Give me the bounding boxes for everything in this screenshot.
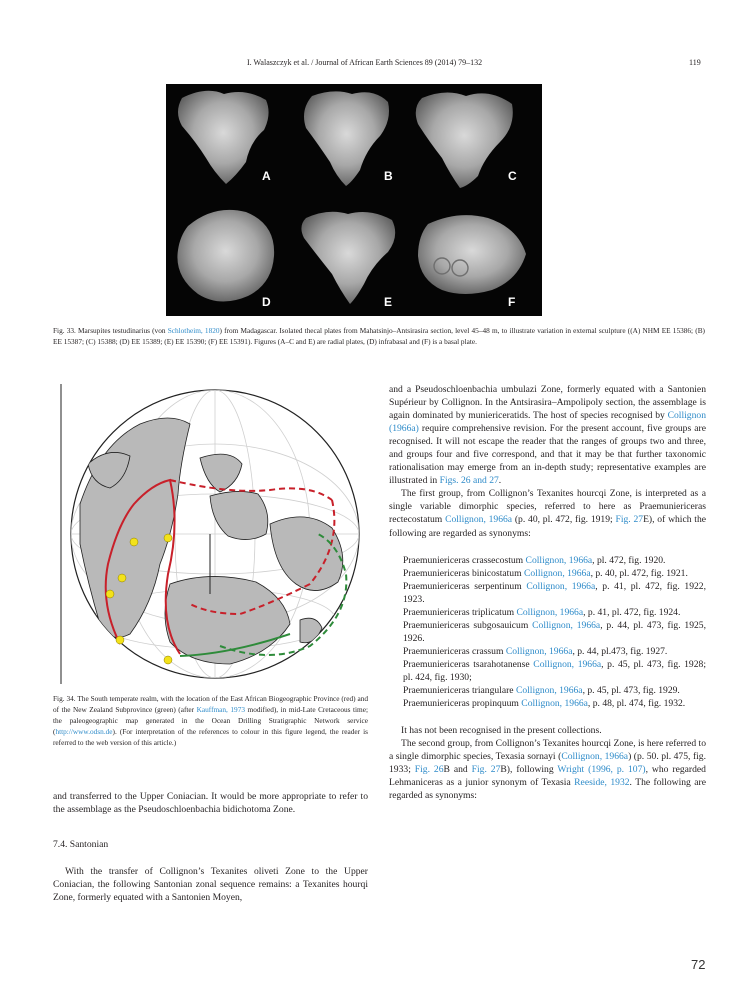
synonym-list [389,554,706,711]
ref-link-kauffman[interactable]: Kauffman, 1973 [196,705,245,714]
ref-link-collignon[interactable]: Collignon, 1966a [523,567,591,579]
list-item: Praemuniericeras crassecostum Collignon, 1966a, pl. 472, fig. 1920. [403,554,666,566]
plate-c [416,92,513,188]
plate-a [178,91,269,184]
plate-e [301,212,395,304]
journal-citation: I. Walaszczyk et al. / Journal of African Earth Sciences 89 (2014) 79–132 [247,58,483,67]
section-heading: 7.4. Santonian [53,839,109,851]
figure-34-caption: Fig. 34. The South temperate realm, with the location of the East African Biogeographic Province (red) and of the New Zealand Subprovince (green) (after Kauffman, 1973 modified), in mid-Late Cretaceous time; the paleogeographic map generated in the Ocean Drilling Stratigraphic Network service (http://www.odsn.de). (For interpretation of the references to colour in this figure legend, the reader is referred to the web version of this article.) [53,694,368,747]
panel-label-b: B [384,169,393,183]
ref-link-collignon[interactable]: Collignon, 1966a [521,698,588,710]
list-item: Praemuniericeras propinquum Collignon, 1966a, p. 48, pl. 474, fig. 1932. [403,698,686,710]
ref-link-collignon[interactable]: Collignon, 1966a [561,751,629,763]
ref-link-wright[interactable]: Wright (1996, p. 107) [557,764,646,776]
ref-link-collignon[interactable]: Collignon, 1966a [516,606,584,618]
list-item: Praemuniericeras tsarahotanense Collignon, 1966a, p. 45, pl. 473, fig. 1928; pl. 424, fig. 1930; [403,658,706,683]
ref-link-collignon[interactable]: Collignon, 1966a [526,580,596,592]
fig-link-26[interactable]: Fig. 26 [414,764,444,776]
page-number: 72 [691,957,706,972]
ref-link-collignon[interactable]: Collignon, 1966a [525,554,593,566]
paragraph: The first group, from Collignon’s Texanites hourcqi Zone, is interpreted as a single variable dimorphic species, referred to here as Praemuniericeras rectecostatum Collignon, 1966a (p. 40, pl. 472, fig. 1919; Fig. 27E), of which the following are regarded as synonyms: [389,488,707,539]
plate-b [304,91,389,186]
paleogeographic-globe [60,384,370,684]
list-item: Praemuniericeras triplicatum Collignon, 1966a, p. 41, pl. 472, fig. 1924. [403,606,681,618]
right-column [389,383,706,802]
figure-33-caption: Fig. 33. Marsupites testudinarius (von Schlotheim, 1820) from Madagascar. Isolated thecal plates from Mahatsinjo–Antsirasira section, level 45–48 m, to illustrate variation in external sculpture ((A) NHM EE 15386; (B) EE 15387; (C) 15388; (D) EE 15389; (E) EE 15390; (F) EE 15391). Figures (A–C and E) are radial plates, (D) infrabasal and (F) is a basal plate. [53,326,705,346]
ref-link-collignon[interactable]: Collignon, 1966a [532,619,601,631]
figure-34-map [60,384,370,684]
panel-label-d: D [262,295,271,309]
panel-label-e: E [384,295,393,309]
list-item: Praemuniericeras subgosauicum Collignon, 1966a, p. 44, pl. 473, fig. 1925, 1926. [403,619,706,644]
list-item: Praemuniericeras serpentinum Collignon, 1966a, p. 41, pl. 472, fig. 1922, 1923. [403,580,707,605]
fig-link-26-27[interactable]: Figs. 26 and 27 [439,475,499,487]
odsn-url-link[interactable]: http://www.odsn.de [55,727,113,736]
plate-f [418,215,526,294]
ref-link-schlotheim[interactable]: Schlotheim, 1820 [167,326,220,335]
fig-link-27[interactable]: Fig. 27 [615,514,644,526]
ref-link-collignon[interactable]: Collignon (1966a) [389,410,706,435]
figure-33-plate [166,84,542,316]
plate-d [177,210,274,302]
paragraph: The second group, from Collignon’s Texanites hourcqi Zone, is here referred to a single dimorphic species, Texasia sornayi (Collignon, 1966a) (p. 50. pl. 475, fig. 1933; Fig. 26B and Fig. 27B), following Wright (1996, p. 107), who regarded Lehmaniceras as a junior synonym of Texasia Reeside, 1932. The following are regarded as synonyms: [389,738,707,802]
paragraph: and transferred to the Upper Coniacian. It would be more appropriate to refer to the assemblage as the Pseudoschloenbachia bidichotoma Zone. [53,791,368,816]
ref-link-reeside[interactable]: Reeside, 1932 [574,777,630,789]
paragraph: With the transfer of Collignon’s Texanites oliveti Zone to the Upper Coniacian, the following Santonian zonal sequence remains: a Texanites hourqi Zone, formerly equated with a Santonien Moyen, [53,866,368,904]
list-item: Praemuniericeras binicostatum Collignon, 1966a, p. 40, pl. 472, fig. 1921. [403,567,688,579]
paragraph: It has not been recognised in the present collections. [401,725,602,737]
fig-link-27[interactable]: Fig. 27 [471,764,501,776]
panel-label-a: A [262,169,271,183]
paragraph: and a Pseudoschloenbachia umbulazi Zone, formerly equated with a Santonien Supérieur by Collignon. In the Antsirasira–Ampolipoly section, the assemblage is again dominated by muniericeratids. The host of species recognised by Collignon (1966a) require comprehensive revision. For the present account, five groups are recognised. It will not escape the reader that the ranges of groups two and three, and groups four and five correspond, and that it may be that further taxonomic rationalisation may emerge from an in-depth study; representative examples are illustrated in Figs. 26 and 27. [389,384,706,487]
panel-label-c: C [508,169,517,183]
ref-link-collignon[interactable]: Collignon, 1966a [505,645,573,657]
panel-label-f: F [508,295,516,309]
journal-page-number: 119 [689,58,701,67]
ref-link-collignon[interactable]: Collignon, 1966a [533,658,602,670]
ref-link-collignon[interactable]: Collignon, 1966a [445,514,513,526]
left-column [53,790,368,904]
ref-link-collignon[interactable]: Collignon, 1966a [515,685,583,697]
list-item: Praemuniericeras crassum Collignon, 1966a, p. 44, pl.473, fig. 1927. [403,645,668,657]
list-item: Praemuniericeras triangulare Collignon, 1966a, p. 45, pl. 473, fig. 1929. [403,685,680,697]
fossil-plates-photo [166,84,542,316]
